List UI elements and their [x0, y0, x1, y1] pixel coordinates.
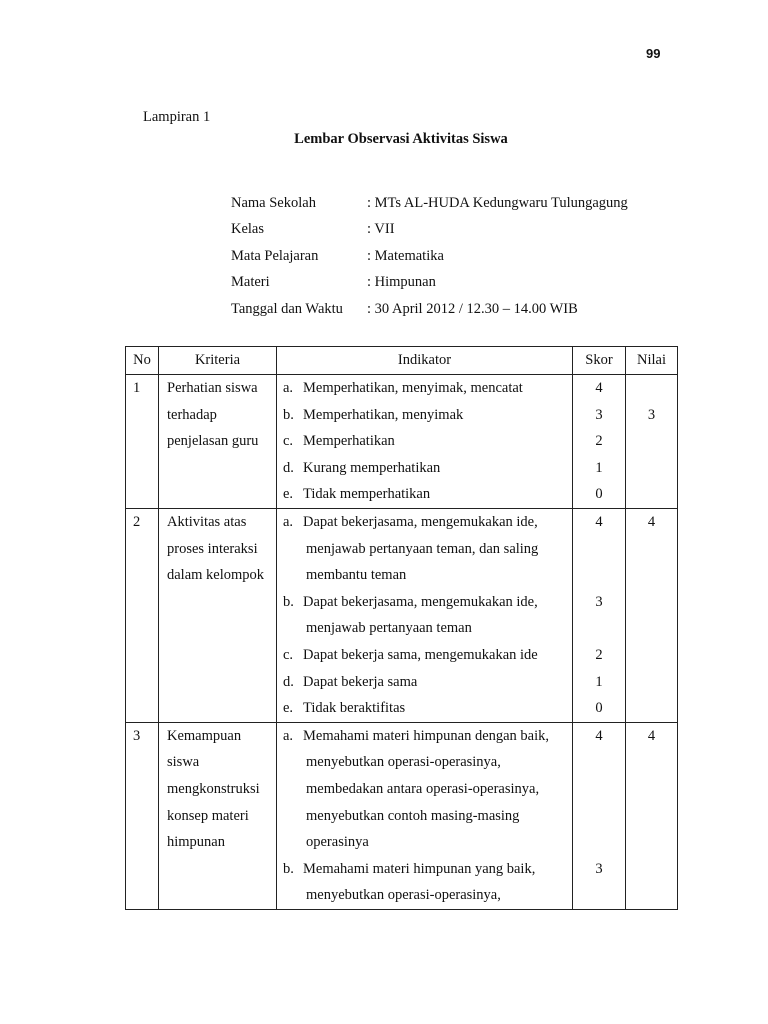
table-row — [126, 508, 678, 722]
indicator-letter: e. — [283, 486, 294, 503]
score-value: 3 — [595, 860, 603, 877]
score-value — [573, 829, 625, 856]
indicator-letter: b. — [283, 593, 294, 610]
indicator-letter: b. — [283, 406, 294, 423]
score-value: 2 — [595, 646, 603, 663]
indicator-text: Kurang memperhatikan — [303, 459, 441, 476]
score-value — [573, 615, 625, 642]
indicator-line — [283, 723, 572, 750]
grade-value: 4 — [647, 513, 656, 530]
criteria-line: proses interaksi — [167, 540, 258, 557]
score-value: 0 — [595, 486, 603, 503]
observation-table — [125, 346, 678, 910]
info-label: Materi — [231, 274, 270, 291]
indicator-letter: a. — [283, 727, 294, 744]
header-indikator: Indikator — [277, 347, 573, 375]
criteria-line: Perhatian siswa — [167, 380, 258, 396]
criteria-cell — [159, 375, 277, 509]
info-block — [231, 190, 628, 323]
indicator-line — [283, 589, 572, 616]
criteria-cell — [159, 508, 277, 722]
score-value: 1 — [595, 673, 603, 690]
row-number-text: 3 — [133, 727, 141, 744]
grade-spacer — [626, 375, 677, 402]
page-number: 99 — [646, 46, 661, 61]
criteria-line: terhadap — [167, 406, 217, 423]
indicator-line — [283, 375, 572, 402]
criteria-line: Aktivitas atas — [167, 513, 247, 530]
info-label: Kelas — [231, 221, 265, 238]
indicator-letter: d. — [283, 459, 294, 476]
table-row — [126, 722, 678, 909]
indicator-letter: d. — [283, 673, 294, 690]
grade-cell — [626, 375, 678, 509]
indicator-line: menyebutkan operasi-operasinya, — [306, 754, 501, 771]
score-value: 0 — [595, 700, 603, 717]
score-value — [573, 749, 625, 776]
indicator-line — [283, 669, 572, 696]
score-value — [573, 882, 625, 909]
indicator-line: membantu teman — [306, 567, 407, 584]
row-number-text: 2 — [133, 513, 141, 530]
info-row-datetime — [231, 296, 628, 323]
indicator-letter: e. — [283, 700, 294, 717]
indicator-line: menyebutkan contoh masing-masing — [306, 807, 520, 824]
info-label: Tanggal dan Waktu — [231, 300, 343, 317]
header-skor: Skor — [573, 347, 626, 375]
criteria-line: mengkonstruksi — [167, 780, 260, 797]
indicator-text: Memahami materi himpunan dengan baik, — [303, 727, 550, 744]
indicator-text: Dapat bekerjasama, mengemukakan ide, — [303, 593, 538, 610]
indicator-line — [283, 402, 572, 429]
header-nilai: Nilai — [626, 347, 678, 375]
score-value: 3 — [595, 593, 603, 610]
indicator-text: Tidak memperhatikan — [303, 486, 431, 503]
indicator-line: menjawab pertanyaan teman, dan saling — [306, 540, 539, 557]
indicator-text: Memahami materi himpunan yang baik, — [303, 860, 536, 877]
score-value: 4 — [595, 513, 603, 530]
indicator-line: membedakan antara operasi-operasinya, — [306, 780, 540, 797]
indicator-text: Memperhatikan, menyimak — [303, 406, 464, 423]
info-row-school — [231, 190, 628, 217]
indicator-cell — [277, 722, 573, 909]
row-number — [126, 375, 159, 509]
indicator-line — [283, 455, 572, 482]
score-value: 4 — [595, 380, 603, 396]
score-value: 3 — [595, 406, 603, 423]
indicator-line — [283, 695, 572, 722]
criteria-line: penjelasan guru — [167, 433, 259, 450]
table-header-row — [126, 347, 678, 375]
criteria-line: konsep materi — [167, 807, 249, 824]
criteria-line: siswa — [167, 754, 200, 771]
info-value: : 30 April 2012 / 12.30 – 14.00 WIB — [367, 300, 578, 317]
criteria-line: Kemampuan — [167, 727, 242, 744]
score-value: 1 — [595, 459, 603, 476]
document-title: Lembar Observasi Aktivitas Siswa — [294, 131, 508, 147]
indicator-text: Memperhatikan, menyimak, mencatat — [303, 380, 523, 396]
score-value — [573, 776, 625, 803]
score-value: 2 — [595, 433, 603, 450]
indicator-letter: a. — [283, 380, 294, 396]
row-number-text: 1 — [133, 380, 141, 396]
indicator-text: Dapat bekerja sama, mengemukakan ide — [303, 646, 538, 663]
info-value: : Matematika — [367, 247, 444, 264]
info-row-class — [231, 217, 628, 244]
indicator-letter: a. — [283, 513, 294, 530]
indicator-line: menyebutkan operasi-operasinya, — [306, 887, 501, 904]
criteria-line: himpunan — [167, 834, 225, 851]
table-row — [126, 375, 678, 509]
criteria-line: dalam kelompok — [167, 567, 265, 584]
info-row-material — [231, 270, 628, 297]
indicator-cell — [277, 508, 573, 722]
grade-value: 4 — [647, 727, 656, 744]
indicator-line: operasinya — [306, 834, 369, 851]
grade-cell — [626, 722, 678, 909]
indicator-line — [283, 428, 572, 455]
info-value: : Himpunan — [367, 274, 436, 291]
grade-value: 3 — [647, 406, 656, 423]
row-number — [126, 722, 159, 909]
info-value: : VII — [367, 221, 395, 238]
indicator-line — [283, 642, 572, 669]
appendix-label: Lampiran 1 — [143, 109, 211, 125]
indicator-line — [283, 856, 572, 883]
info-label: Mata Pelajaran — [231, 247, 319, 264]
indicator-text: Dapat bekerjasama, mengemukakan ide, — [303, 513, 538, 530]
indicator-letter: c. — [283, 646, 294, 663]
indicator-letter: c. — [283, 433, 294, 450]
score-value — [573, 562, 625, 589]
info-row-subject — [231, 243, 628, 270]
indicator-letter: b. — [283, 860, 294, 877]
criteria-cell — [159, 722, 277, 909]
indicator-text: Memperhatikan — [303, 433, 395, 450]
row-number — [126, 508, 159, 722]
header-no: No — [126, 347, 159, 375]
grade-cell — [626, 508, 678, 722]
indicator-text: Tidak beraktifitas — [303, 700, 406, 717]
info-value: : MTs AL-HUDA Kedungwaru Tulungagung — [367, 194, 628, 211]
indicator-line — [283, 481, 572, 508]
score-value: 4 — [595, 727, 603, 744]
indicator-text: Dapat bekerja sama — [303, 673, 418, 690]
score-cell — [573, 375, 626, 509]
score-cell — [573, 508, 626, 722]
score-cell — [573, 722, 626, 909]
indicator-cell — [277, 375, 573, 509]
indicator-line: menjawab pertanyaan teman — [306, 620, 472, 637]
score-value — [573, 536, 625, 563]
info-label: Nama Sekolah — [231, 194, 316, 211]
header-kriteria: Kriteria — [159, 347, 277, 375]
indicator-line — [283, 509, 572, 536]
score-value — [573, 803, 625, 830]
